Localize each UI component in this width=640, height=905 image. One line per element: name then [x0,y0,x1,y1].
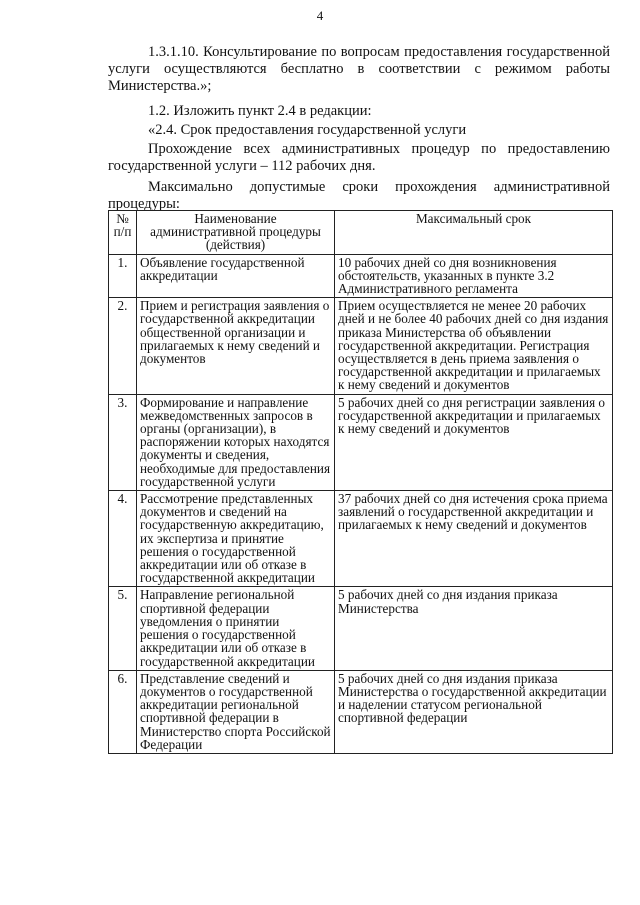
header-number: № п/п [109,211,137,255]
page-number: 4 [316,8,324,23]
paragraph-total-term [108,141,610,175]
table-row [109,394,613,490]
procedure-name: Прием и регистрация заявления о государственной аккредитации общественной организации и прилагаемых к нему сведений и документов [137,298,335,394]
paragraph-text: 1.2. Изложить пункт 2.4 в редакции: [148,103,372,119]
paragraph-amend [108,103,610,120]
section-heading [108,122,610,139]
procedure-name: Представление сведений и документов о государственной аккредитации региональной спортивной федерации в Министерство спорта Российской Федерации [137,670,335,753]
paragraph-text: Максимально допустимые сроки прохождения административной процедуры: [108,179,610,212]
procedure-term: 5 рабочих дней со дня регистрации заявления о государственной аккредитации и прилагаемых к нему сведений и документов [335,394,613,490]
table-row [109,298,613,394]
paragraph-text: Прохождение всех административных процедур по предоставлению государственной услуги – 112 рабочих дня. [108,141,610,174]
procedure-name: Направление региональной спортивной федерации уведомления о принятии решения о государственной аккредитации или об отказе в государственной аккредитации [137,587,335,670]
row-number: 1. [109,254,137,298]
procedure-term: Прием осуществляется не менее 20 рабочих дней и не более 40 рабочих дней со дня издания приказа Министерства об объявлении государственной аккредитации. Регистрация осуществляется в день приема заявления о государственной аккредитации и прилагаемых к нему сведений и документов [335,298,613,394]
row-number: 2. [109,298,137,394]
table-row [109,254,613,298]
procedures-table [108,210,613,754]
row-number: 4. [109,491,137,587]
procedure-name: Формирование и направление межведомственных запросов в органы (организации), в распоряжении которых находятся документы и сведения, необходимые для предоставления государственной услуги [137,394,335,490]
procedure-name: Объявление государственной аккредитации [137,254,335,298]
paragraph-text: «2.4. Срок предоставления государственной услуги [148,122,467,138]
procedure-term: 37 рабочих дней со дня истечения срока приема заявлений о государственной аккредитации и прилагаемых к нему сведений и документов [335,491,613,587]
header-procedure-name: Наименование административной процедуры (действия) [137,211,335,255]
paragraph-text: 1.3.1.10. Консультирование по вопросам предоставления государственной услуги осуществляются бесплатно в соответствии с режимом работы Министерства.»; [108,44,610,94]
procedure-term: 5 рабочих дней со дня издания приказа Министерства о государственной аккредитации и наделении статусом региональной спортивной федерации [335,670,613,753]
table-row [109,670,613,753]
row-number: 5. [109,587,137,670]
table-header-row [109,211,613,255]
paragraph-consulting [108,44,610,95]
procedure-term: 10 рабочих дней со дня возникновения обстоятельств, указанных в пункте 3.2 Административного регламента [335,254,613,298]
procedure-term: 5 рабочих дней со дня издания приказа Министерства [335,587,613,670]
procedure-name: Рассмотрение представленных документов и сведений на государственную аккредитацию, их экспертиза и принятие решения о государственной аккредитации или об отказе в государственной аккредитации [137,491,335,587]
paragraph-max-terms [108,179,610,213]
table-row [109,491,613,587]
table-row [109,587,613,670]
row-number: 3. [109,394,137,490]
row-number: 6. [109,670,137,753]
header-max-term: Максимальный срок [335,211,613,255]
